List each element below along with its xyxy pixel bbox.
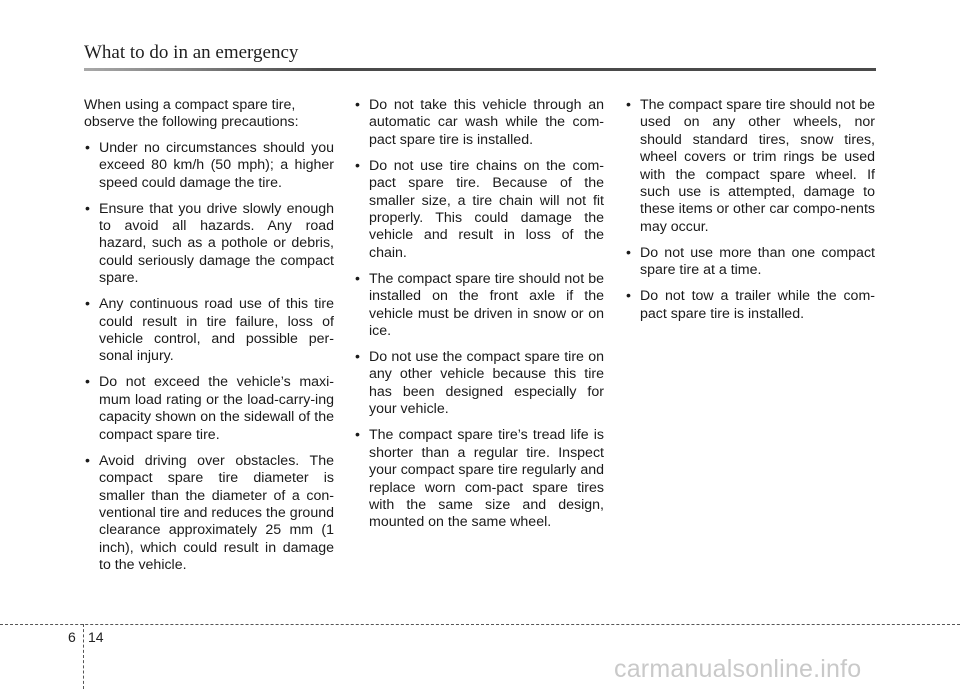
bullet-icon: • (626, 97, 631, 113)
list-item-text: The compact spare tire’s tread life is shorter than a regular tire. Inspect your compact spare tire regularly and replace worn com-pact spare tires with the same size and design, mounted on the same wheel. (369, 427, 604, 531)
list-item (625, 288, 875, 323)
intro-text: When using a compact spare tire, observe the following precautions: (84, 97, 299, 131)
bullet-icon: • (626, 288, 631, 305)
list-item-text: Do not tow a trailer while the com-pact spare tire is installed. (640, 288, 875, 322)
list-item-text: Do not take this vehicle through an automatic car wash while the com-pact spare tire is installed. (369, 97, 604, 148)
list-item-text: Ensure that you drive slowly enough to avoid all hazards. Any road hazard, such as a pothole or debris, could seriously damage the compact spare. (99, 200, 334, 287)
footer-page-divider (83, 624, 84, 689)
precautions-list-2 (354, 97, 604, 532)
header-divider (84, 68, 876, 71)
list-item (84, 296, 334, 366)
list-item-text: The compact spare tire should not be used on any other wheels, nor should standard tires, snow tires, wheel covers or trim rings be used with the compact spare wheel. If such use is attempted, damage to these items or other car compo-nents may occur. (640, 97, 875, 235)
list-item-text: Do not use the compact spare tire on any other vehicle because this tire has been designed especially for your vehicle. (369, 349, 604, 418)
chapter-number: 6 (68, 629, 76, 645)
bullet-icon: • (85, 296, 90, 313)
column-1 (84, 97, 334, 583)
list-item (354, 427, 604, 531)
list-item-text: Any continuous road use of this tire could result in tire failure, loss of vehicle control, and possible per-sonal injury. (99, 296, 334, 365)
bullet-icon: • (355, 427, 360, 444)
list-item-text: Do not exceed the vehicle’s maxi-mum load rating or the load-carry-ing capacity shown on the sidewall of the compact spare tire. (99, 374, 334, 443)
precautions-list-1 (84, 140, 334, 575)
section-title: What to do in an emergency (84, 42, 299, 63)
bullet-icon: • (85, 200, 90, 217)
footer-divider (0, 624, 960, 625)
bullet-icon: • (355, 97, 360, 113)
page-number: 14 (88, 629, 104, 645)
bullet-icon: • (355, 349, 360, 366)
bullet-icon: • (85, 374, 90, 391)
column-3 (625, 97, 875, 332)
list-item-text: Under no circumstances should you exceed 80 km/h (50 mph); a higher speed could damage the tire. (99, 139, 334, 191)
list-item-text: Avoid driving over obstacles. The compact spare tire diameter is smaller than the diameter of a con-ventional tire and reduces the ground clearance approximately 25 mm (1 inch), which could result in damage to the vehicle. (99, 452, 334, 574)
list-item (84, 374, 334, 444)
watermark: carmanualsonline.info (614, 655, 862, 683)
list-item (84, 201, 334, 288)
list-item (354, 271, 604, 341)
list-item-text: Do not use tire chains on the com-pact spare tire. Because of the smaller size, a tire chain will not fit properly. This could damage the vehicle and result in loss of the chain. (369, 157, 604, 261)
column-2 (354, 97, 604, 540)
bullet-icon: • (355, 270, 360, 287)
list-item-text: The compact spare tire should not be installed on the front axle if the vehicle must be driven in snow or on ice. (369, 270, 604, 340)
list-item (625, 97, 875, 236)
list-item (625, 245, 875, 280)
list-item (84, 140, 334, 192)
list-item (354, 158, 604, 262)
bullet-icon: • (85, 452, 90, 469)
bullet-icon: • (355, 157, 360, 174)
bullet-icon: • (85, 139, 90, 156)
bullet-icon: • (626, 244, 631, 261)
precautions-list-3 (625, 97, 875, 323)
list-item (354, 349, 604, 419)
list-item-text: Do not use more than one compact spare tire at a time. (640, 244, 875, 279)
list-item (84, 453, 334, 575)
list-item (354, 97, 604, 149)
